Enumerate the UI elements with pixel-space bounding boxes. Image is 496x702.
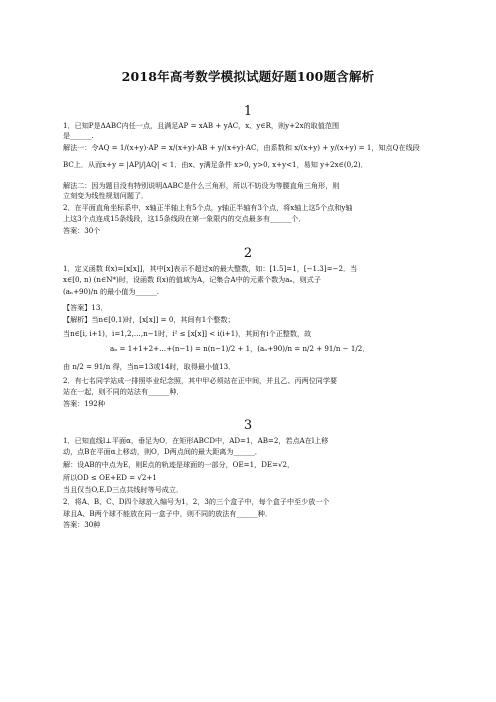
text-line: 解法二：因为题目没有特别说明ΔABC是什么三角形，所以不妨设为等腰直角三角形，则 bbox=[63, 181, 340, 190]
text-line: 是______. bbox=[63, 131, 94, 140]
text-line: 解：设AB的中点为E，则E点的轨迹是球面的一部分，OE=1，DE=√2， bbox=[63, 460, 295, 469]
text-line: 1．已知直线l⊥平面α，垂足为O．在矩形ABCD中，AD=1，AB=2，若点A在l上移 bbox=[63, 436, 329, 445]
text-line: x∈[0, n) (n∈N*)时，设函数 f(x)的值域为A，记集合A中的元素个数为aₙ，则式子 bbox=[63, 275, 321, 284]
answer-line: 答案：30种 bbox=[63, 520, 101, 529]
text-line: 2．有七名同学站成一排照毕业纪念照，其中甲必须站在正中间，并且乙、丙两位同学要 bbox=[63, 376, 338, 385]
text-line: 2．在平面直角坐标系中，x轴正半轴上有5个点，y轴正半轴有3个点，将x轴上这5个点和y轴 bbox=[63, 203, 353, 212]
answer-line: 【答案】13． bbox=[63, 303, 108, 312]
section-number: 2 bbox=[243, 246, 253, 261]
text-line: 站在一起，则不同的站法有______种． bbox=[63, 387, 184, 396]
text-line: 当且仅当O,E,D三点共线时等号成立． bbox=[63, 485, 184, 494]
text-line: BC上．从而x+y = |AP|/|AQ| < 1．由x、y满足条件 x>0, y>0, x+y<1，易知 y+2x∈(0,2)． bbox=[63, 160, 368, 169]
document-title: 2018年高考数学模拟试题好题100题含解析 bbox=[121, 69, 375, 84]
text-line: 【解析】当n∈[0,1)时，[x[x]] = 0，其间有1个整数； bbox=[63, 315, 235, 324]
text-line: 1．已知P是ΔABC内任一点，且满足AP = xAB + yAC，x、y∈R，则y+2x的取值范围 bbox=[63, 121, 340, 130]
text-line: 解法一：令AQ = 1/(x+y)·AP = x/(x+y)·AB + y/(x+y)·AC，由系数和 x/(x+y) + y/(x+y) = 1，知点Q在线段 bbox=[63, 143, 420, 152]
text-line: 2．将A、B、C、D四个球放入编号为1，2，3的三个盒子中，每个盒子中至少放一个 bbox=[63, 497, 330, 506]
text-line: 动，点B在平面α上移动，则O，D两点间的最大距离为______． bbox=[63, 447, 262, 456]
text-line: 由 n/2 = 91/n 得，当n=13或14时，取得最小值13． bbox=[63, 362, 236, 371]
text-line: (aₙ+90)/n 的最小值为______. bbox=[63, 287, 160, 296]
answer-line: 答案：192种 bbox=[63, 399, 105, 408]
text-line: 球且A、B两个球不能放在同一盒子中，则不同的放法有______种． bbox=[63, 509, 272, 518]
formula-line: aₙ = 1+1+2+…+(n−1) = n(n−1)/2 + 1，(aₙ+90)/n = n/2 + 91/n − 1/2． bbox=[110, 344, 370, 353]
text-line: 所以OD ≤ OE+ED = √2+1 bbox=[63, 473, 157, 482]
section-number: 1 bbox=[243, 104, 253, 119]
text-line: 立刻变为线性规划问题了． bbox=[63, 191, 149, 200]
text-line: 上这3个点连成15条线段，这15条线段在第一象限内的交点最多有______个． bbox=[63, 214, 306, 223]
text-line: 当n∈[i, i+1)，i=1,2,…,n−1时，i² ≤ [x[x]] < i(i+1)，其间有i个正整数，故 bbox=[63, 329, 312, 338]
answer-line: 答案：30个 bbox=[63, 226, 101, 235]
section-number: 3 bbox=[243, 418, 253, 433]
text-line: 1．定义函数 f(x)=[x[x]]，其中[x]表示不超过x的最大整数，如：[1.5]=1，[−1.3]=−2．当 bbox=[63, 264, 358, 273]
